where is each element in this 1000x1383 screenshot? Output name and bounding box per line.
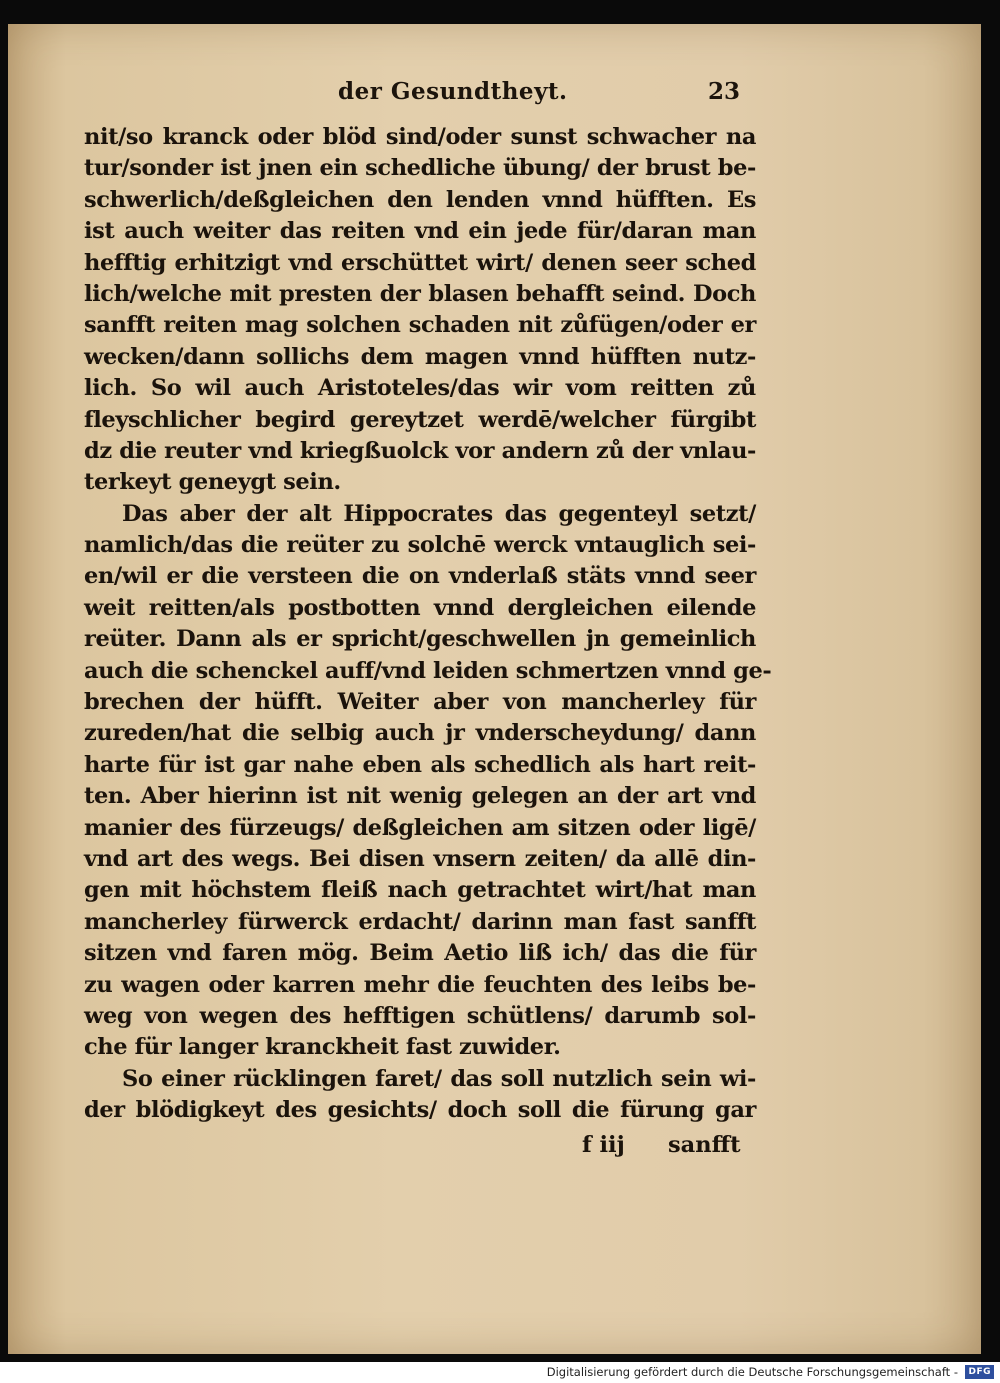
- dfg-logo-icon: DFG: [965, 1365, 994, 1379]
- text-line: weg von wegen des hefftigen schütlens/ darumb sol-: [84, 1002, 756, 1029]
- text-line: hefftig erhitzigt vnd erschüttet wirt/ denen seer sched: [84, 249, 756, 276]
- text-line: dz die reuter vnd kriegßuolck vor andern zů der vnlau-: [84, 437, 756, 464]
- catchword: sanfft: [668, 1132, 741, 1158]
- text-line: ist auch weiter das reiten vnd ein jede für/daran man: [84, 218, 756, 245]
- footer-bar: [0, 1362, 1000, 1383]
- text-line: brechen der hüfft. Weiter aber von mancherley für: [84, 689, 756, 716]
- catch-line: [8, 1132, 981, 1168]
- text-line: schwerlich/deßgleichen den lenden vnnd hüfften. Es: [84, 186, 756, 213]
- text-line: gen mit höchstem fleiß nach getrachtet wirt/hat man: [84, 877, 756, 904]
- text-line: che für langer kranckheit fast zuwider.: [84, 1034, 561, 1061]
- paragraph-start-line: So einer rücklingen faret/ das soll nutzlich sein wi-: [122, 1065, 756, 1092]
- running-head: [8, 78, 981, 118]
- text-line: manier des fürzeugs/ deßgleichen am sitzen oder ligē/: [84, 814, 756, 841]
- text-line: vnd art des wegs. Bei disen vnsern zeiten/ da allē din-: [84, 845, 756, 872]
- text-line: lich/welche mit presten der blasen behafft seind. Doch: [84, 280, 756, 307]
- funding-credit: Digitalisierung gefördert durch die Deutsche Forschungsgemeinschaft -: [546, 1365, 958, 1379]
- text-block: [84, 122, 772, 1127]
- text-line: sanfft reiten mag solchen schaden nit zůfügen/oder er: [84, 312, 756, 339]
- text-line: wecken/dann sollichs dem magen vnnd hüfften nutz-: [84, 343, 756, 370]
- text-line: en/wil er die versteen die on vnderlaß stäts vnnd seer: [84, 563, 756, 590]
- text-line: weit reitten/als postbotten vnnd dergleichen eilende: [84, 594, 756, 621]
- text-line: nit/so kranck oder blöd sind/oder sunst schwacher na: [84, 124, 756, 150]
- text-line: reüter. Dann als er spricht/geschwellen jn gemeinlich: [84, 626, 756, 653]
- text-line: der blödigkeyt des gesichts/ doch soll die fürung gar: [84, 1097, 756, 1124]
- text-line: sitzen vnd faren mög. Beim Aetio liß ich/ das die für: [84, 940, 756, 967]
- book-page: [8, 24, 981, 1354]
- running-title: der Gesundtheyt.: [338, 78, 568, 105]
- paragraph-start-line: Das aber der alt Hippocrates das gegenteyl setzt/: [122, 500, 756, 527]
- page-number: 23: [708, 78, 741, 105]
- text-line: mancherley fürwerck erdacht/ darinn man fast sanfft: [84, 908, 756, 935]
- text-line: zu wagen oder karren mehr die feuchten des leibs be-: [84, 971, 756, 998]
- text-line: zureden/hat die selbig auch jr vnderscheydung/ dann: [84, 720, 756, 747]
- text-line: ten. Aber hierinn ist nit wenig gelegen an der art vnd: [84, 783, 756, 810]
- text-line: lich. So wil auch Aristoteles/das wir vom reitten zů: [84, 375, 756, 402]
- text-line: terkeyt geneygt sein.: [84, 469, 341, 496]
- signature-mark: f iij: [582, 1132, 625, 1158]
- text-line: namlich/das die reüter zu solchē werck vntauglich sei-: [84, 532, 756, 559]
- text-line: harte für ist gar nahe eben als schedlich als hart reit-: [84, 751, 756, 778]
- text-line: tur/sonder ist jnen ein schedliche übung/ der brust be-: [84, 155, 756, 182]
- text-line: auch die schenckel auff/vnd leiden schmertzen vnnd ge-: [84, 657, 772, 684]
- text-line: fleyschlicher begird gereytzet werdē/welcher fürgibt: [84, 406, 756, 433]
